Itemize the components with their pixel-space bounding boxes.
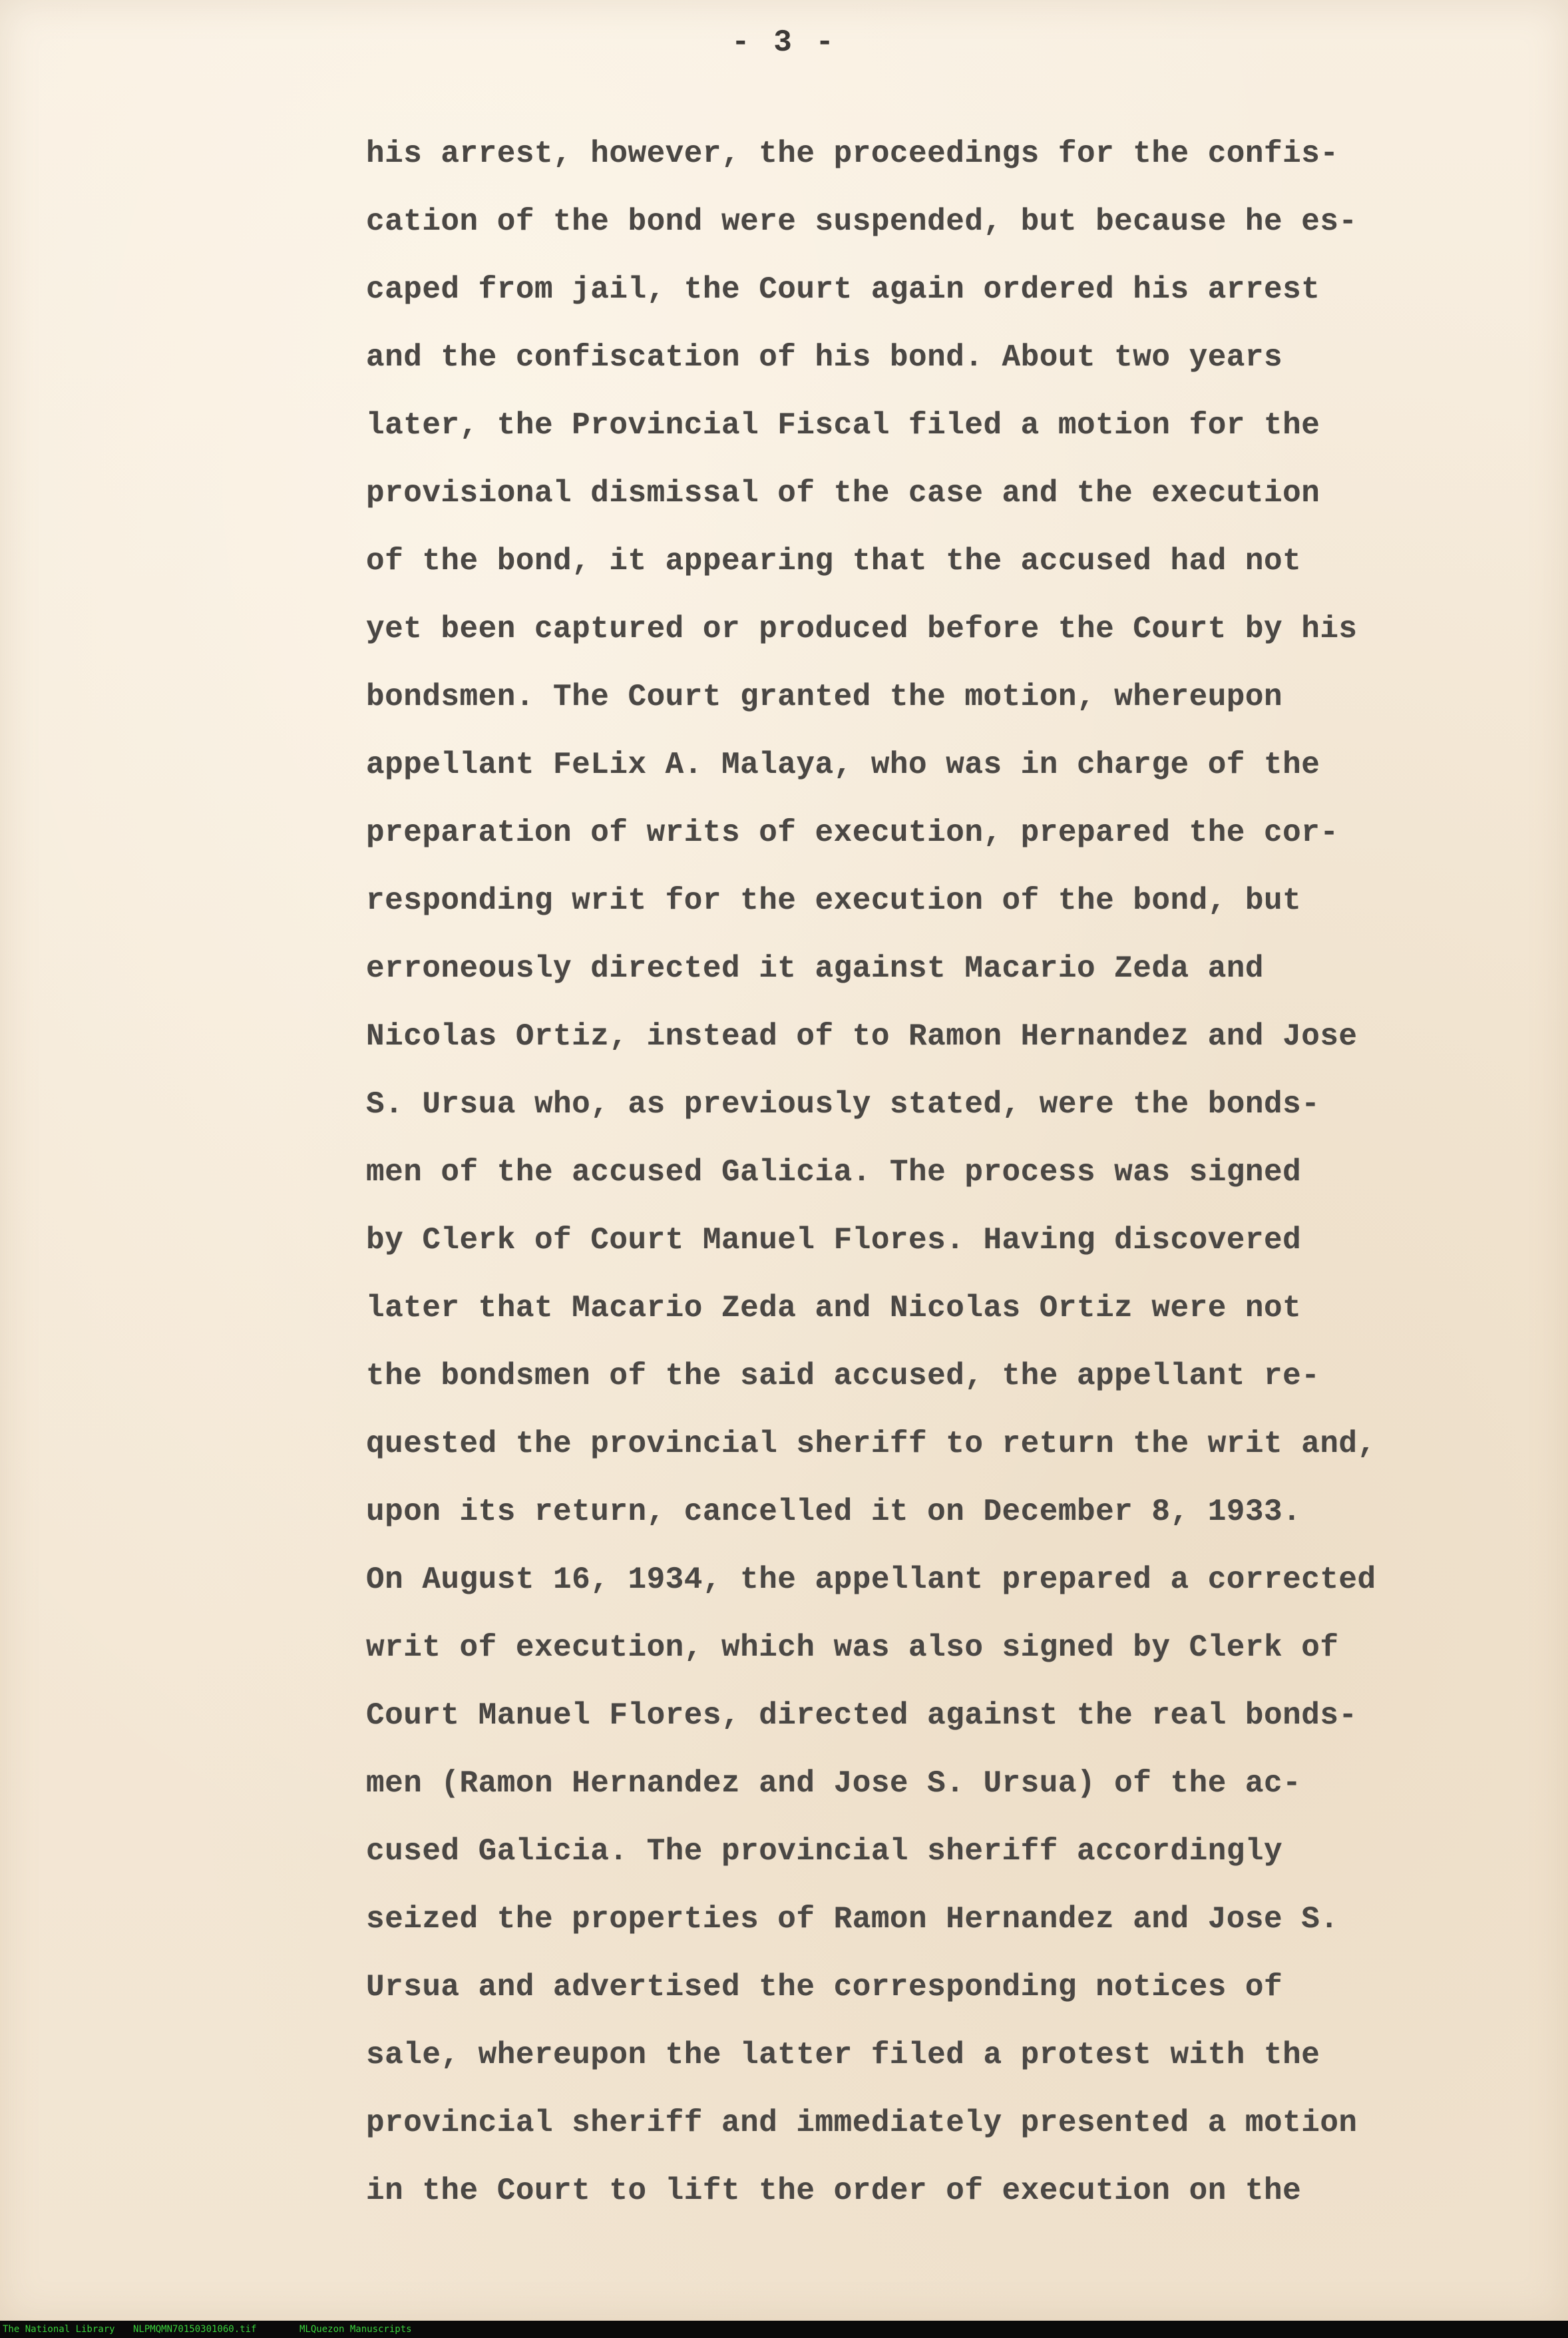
text-line-15: S. Ursua who, as previously stated, were the bonds-: [366, 1087, 1320, 1122]
text-line-3: caped from jail, the Court again ordered his arrest: [366, 272, 1320, 307]
text-line-11: preparation of writs of execution, prepared the cor-: [366, 816, 1339, 850]
text-line-9: bondsmen. The Court granted the motion, whereupon: [366, 680, 1283, 714]
typed-body-text: [366, 120, 1497, 2225]
archive-footer-bar: [0, 2321, 1568, 2338]
text-line-17: by Clerk of Court Manuel Flores. Having discovered: [366, 1223, 1302, 1258]
text-line-27: seized the properties of Ramon Hernandez and Jose S.: [366, 1902, 1339, 1937]
text-line-16: men of the accused Galicia. The process was signed: [366, 1155, 1302, 1190]
text-line-1: his arrest, however, the proceedings for the confis-: [366, 136, 1339, 171]
text-line-30: provincial sheriff and immediately presented a motion: [366, 2106, 1358, 2140]
page-number: - 3 -: [731, 25, 837, 60]
text-line-29: sale, whereupon the latter filed a protest with the: [366, 2038, 1320, 2072]
text-line-28: Ursua and advertised the corresponding notices of: [366, 1970, 1283, 2004]
text-line-25: men (Ramon Hernandez and Jose S. Ursua) of the ac-: [366, 1766, 1302, 1801]
text-line-12: responding writ for the execution of the bond, but: [366, 883, 1302, 918]
text-line-13: erroneously directed it against Macario Zeda and: [366, 951, 1265, 986]
text-line-14: Nicolas Ortiz, instead of to Ramon Hernandez and Jose: [366, 1019, 1358, 1054]
text-line-22: On August 16, 1934, the appellant prepared a corrected: [366, 1562, 1376, 1597]
text-line-8: yet been captured or produced before the Court by his: [366, 612, 1358, 646]
text-line-24: Court Manuel Flores, directed against the real bonds-: [366, 1698, 1358, 1733]
text-line-21: upon its return, cancelled it on December 8, 1933.: [366, 1495, 1302, 1529]
text-line-7: of the bond, it appearing that the accused had not: [366, 544, 1302, 579]
footer-filename: NLPMQMN70150301060.tif: [133, 2324, 257, 2335]
text-line-2: cation of the bond were suspended, but because he es-: [366, 204, 1358, 239]
text-line-6: provisional dismissal of the case and the execution: [366, 476, 1320, 511]
text-line-18: later that Macario Zeda and Nicolas Ortiz were not: [366, 1291, 1302, 1325]
text-line-4: and the confiscation of his bond. About two years: [366, 340, 1283, 375]
text-line-26: cused Galicia. The provincial sheriff accordingly: [366, 1834, 1283, 1869]
footer-library: The National Library: [3, 2324, 115, 2335]
text-line-31: in the Court to lift the order of execution on the: [366, 2174, 1302, 2208]
text-line-5: later, the Provincial Fiscal filed a motion for the: [366, 408, 1320, 443]
text-line-10: appellant FeLix A. Malaya, who was in charge of the: [366, 748, 1320, 782]
text-line-19: the bondsmen of the said accused, the appellant re-: [366, 1359, 1320, 1393]
text-line-23: writ of execution, which was also signed by Clerk of: [366, 1630, 1339, 1665]
text-line-20: quested the provincial sheriff to return the writ and,: [366, 1427, 1376, 1461]
footer-collection: MLQuezon Manuscripts: [299, 2324, 412, 2335]
